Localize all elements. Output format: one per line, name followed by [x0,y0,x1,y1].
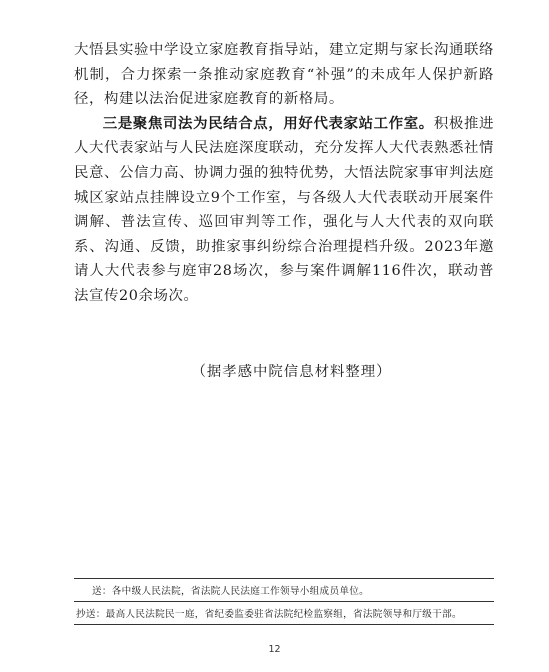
distribution-send: 送：各中级人民法院，省法院人民法庭工作领导小组成员单位。 [92,586,370,597]
divider-top [74,578,494,579]
paragraph-2-body: 积极推进人大代表家站与人民法庭深度联动，充分发挥人大代表熟悉社情民意、公信力高、协调力强的独特优势，大悟法院家事审判法庭城区家站点挂牌设立9个工作室，与各级人大代表联动开展案件调解、普法宣传、巡回审判等工作，强化与人大代表的双向联系、沟通、反馈，助推家事纠纷综合治理提档升级。2023年邀请人大代表参与庭审28场次，参与案件调解116件次，联动普法宣传20余场次。 [74,115,494,304]
source-note: （据孝感中院信息材料整理） [191,364,392,380]
paragraph-1: 大悟县实验中学设立家庭教育指导站，建立定期与家长沟通联络机制，合力探索一条推动家庭教育“补强”的未成年人保护新路径，构建以法治促进家庭教育的新格局。 [74,42,494,108]
paragraph-2-lead: 三是聚焦司法为民结合点，用好代表家站工作室。 [102,114,434,132]
divider-middle [74,601,494,602]
page-number: 12 [268,644,281,655]
distribution-copy: 抄送：最高人民法院民一庭，省纪委监委驻省法院纪检监察组，省法院领导和厅级干部。 [76,609,462,620]
body-text [74,38,494,309]
divider-bottom [74,624,494,625]
paragraph-2 [74,112,494,309]
